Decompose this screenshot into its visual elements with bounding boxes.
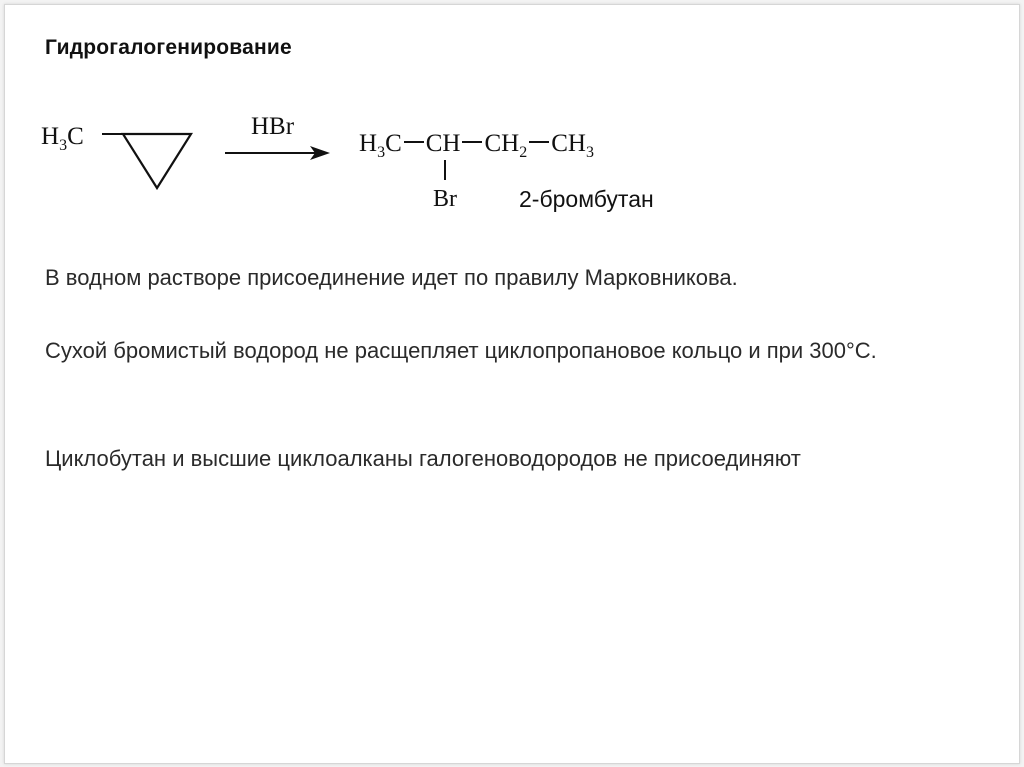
reaction-scheme <box>5 5 1019 235</box>
product-ch3: CH <box>551 130 586 157</box>
methyl-c: C <box>67 123 84 150</box>
product-bond-1 <box>404 141 424 143</box>
slide-title: Гидрогалогенирование <box>45 36 292 59</box>
product-bond-2 <box>462 141 482 143</box>
bromine-substituent: Br <box>433 186 457 212</box>
cyclopropane-icon <box>123 134 191 188</box>
reagent-label: HBr <box>251 113 295 140</box>
methyl-subscript: 3 <box>59 137 68 154</box>
product-ch: CH <box>425 130 461 157</box>
product-name: 2-бромбутан <box>519 186 654 212</box>
slide <box>4 4 1020 764</box>
product-ch2: CH <box>484 130 520 157</box>
product-c1: C <box>385 130 402 157</box>
product-h: H <box>359 130 378 157</box>
product-subscript-1: 3 <box>377 144 386 161</box>
product-bond-3 <box>529 141 549 143</box>
product-formula <box>359 130 594 161</box>
paragraph-cyclobutane: Циклобутан и высшие циклоалканы галогеноводородов не присоединяют <box>45 446 801 471</box>
product-subscript-2: 2 <box>519 144 528 161</box>
methyl-h: H <box>41 123 60 150</box>
paragraph-markovnikov: В водном растворе присоединение идет по правилу Марковникова. <box>45 265 738 290</box>
paragraph-dry-hbr: Сухой бромистый водород не расщепляет циклопропановое кольцо и при 300°С. <box>45 338 877 363</box>
product-subscript-3: 3 <box>585 144 594 161</box>
structure-drawing <box>5 5 1019 235</box>
